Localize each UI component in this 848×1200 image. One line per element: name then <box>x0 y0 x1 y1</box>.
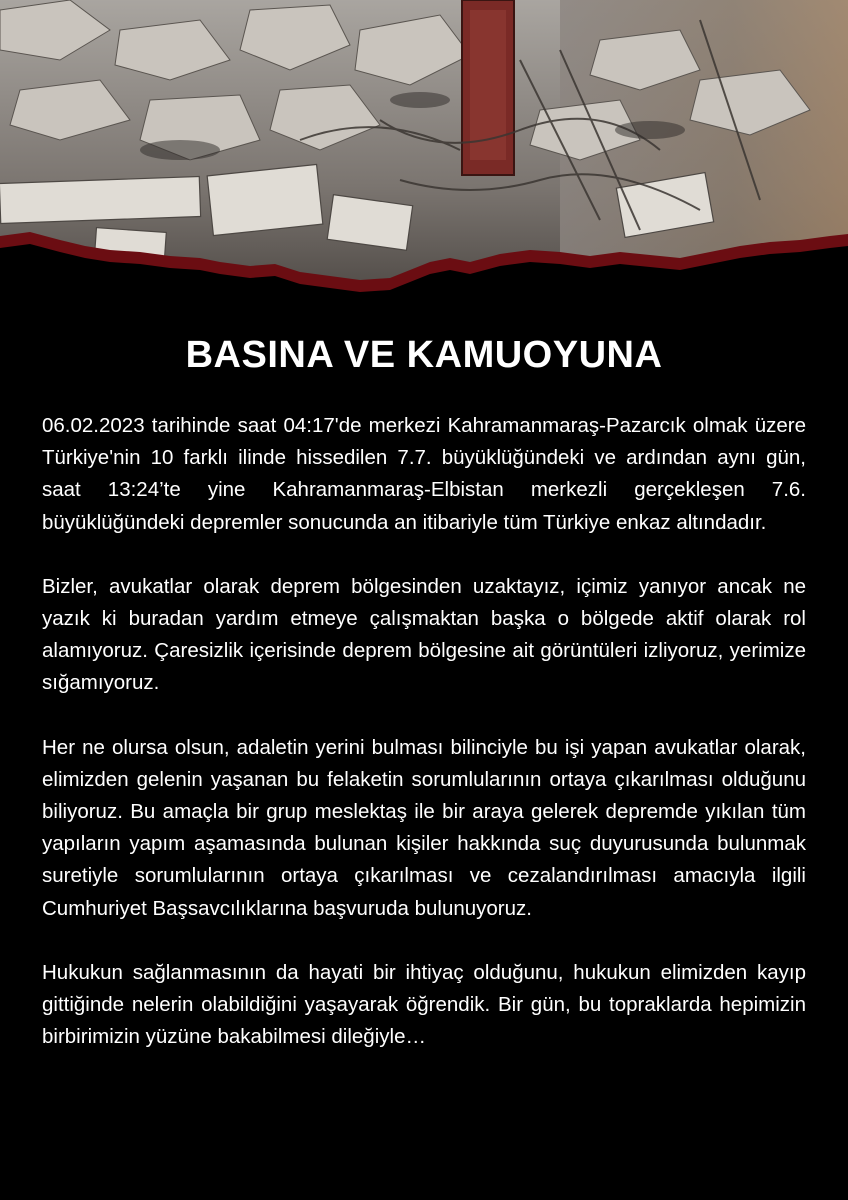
statement-body <box>42 410 806 1085</box>
paragraph-4: Hukukun sağlanmasının da hayati bir ihtiyaç olduğunu, hukukun elimizden kayıp gittiğinde nelerin olabildiğini yaşayarak öğrendik. Bir gün, bu topraklarda hepimizin birbirimizin yüzüne bakabilmesi dileğiyle… <box>42 960 806 1049</box>
rubble-photo-banner <box>0 0 848 310</box>
rubble-photo <box>0 0 848 310</box>
page-title: BASINA VE KAMUOYUNA <box>185 334 663 376</box>
paragraph-2: Bizler, avukatlar olarak deprem bölgesinden uzaktayız, içimiz yanıyor ancak ne yazık ki buradan yardım etmeye çalışmaktan başka o bölgede aktif olarak rol alamıyoruz. Çaresizlik içerisinde deprem bölgesine ait görüntüleri izliyoruz, yerimize sığamıyoruz. <box>42 574 806 695</box>
paragraph-1: 06.02.2023 tarihinde saat 04:17'de merkezi Kahramanmaraş-Pazarcık olmak üzere Türkiye'nin 10 farklı ilinde hissedilen 7.7. büyüklüğündeki ve ardından aynı gün, saat 13:24’te yine Kahramanmaraş-Elbistan merkezli gerçekleşen 7.6. büyüklüğündeki depremler sonucunda an itibariyle tüm Türkiye enkaz altındadır. <box>42 414 806 534</box>
paragraph-3: Her ne olursa olsun, adaletin yerini bulması bilinciyle bu işi yapan avukatlar olarak, elimizden gelenin yaşanan bu felaketin sorumlularının ortaya çıkarılması olduğunu biliyoruz. Bu amaçla bir grup meslektaş ile bir araya gelerek depremde yıkılan tüm yapıların yapım aşamasında bulunan kişiler hakkında suç duyurusunda bulunmak suretiyle sorumlularının ortaya çıkarılması ve cezalandırılması amacıyla ilgili Cumhuriyet Başsavcılıklarına başvuruda bulunuyoruz. <box>42 735 806 920</box>
